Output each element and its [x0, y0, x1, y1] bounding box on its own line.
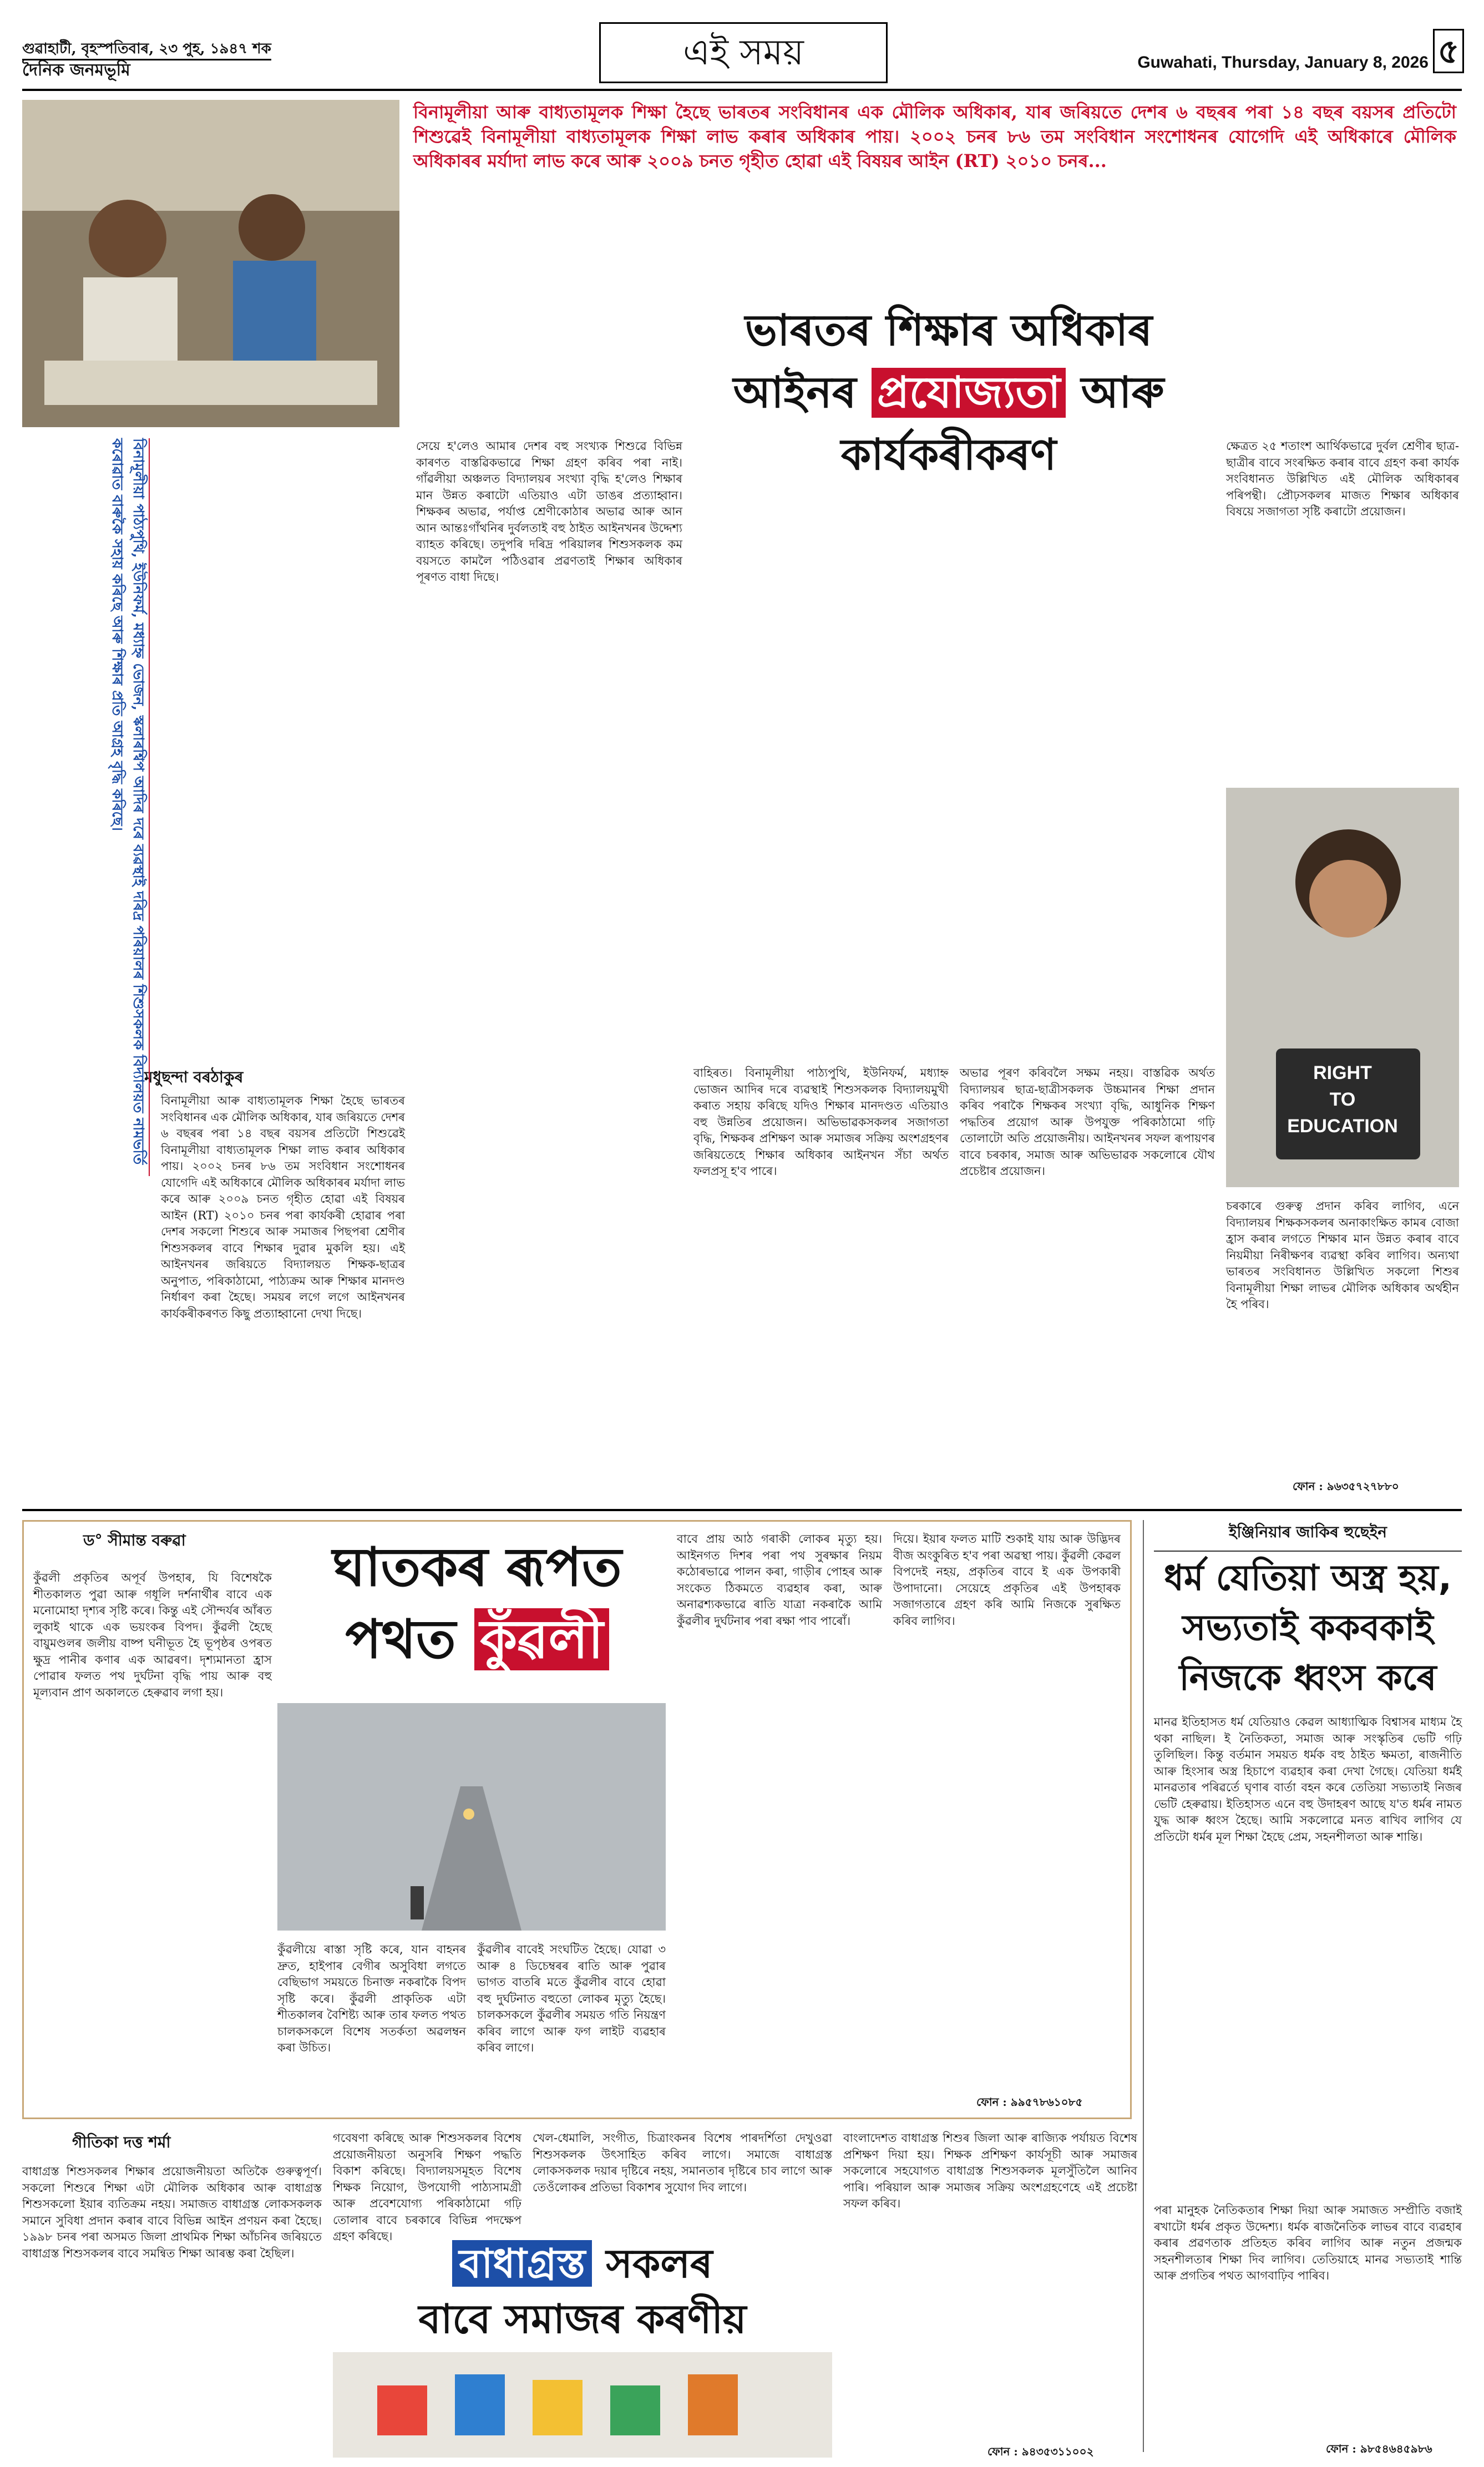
article1-author: মধুছন্দা বৰঠাকুৰ: [144, 1068, 244, 1086]
paper-name: দৈনিক জনমভূমি: [22, 59, 271, 80]
article3-phone: ফোন : ৯৮৫৪৬৪৫৯৮৬: [1326, 2442, 1432, 2455]
article2-author: ড° সীমান্ত বৰুৱা: [83, 1531, 186, 1549]
article4-col1: বাধাগ্ৰস্ত শিশুসকলৰ শিক্ষাৰ প্ৰয়োজনীয়তা অতিকৈ গুৰুত্বপূৰ্ণ। সকলো শিশুৰে শিক্ষা এটা মৌলিক অধিকাৰ আৰু বাধাগ্ৰস্ত শিশুসকলো ইয়াৰ ব্যতিক্ৰম নহয়। সমাজত বাধাগ্ৰস্ত লোকসকলক সমানে সুবিধা প্ৰদান কৰাৰ বাবে বিভিন্ন আইন প্ৰণয়ন কৰা হৈছে। ১৯৯৮ চনৰ পৰা অসমত জিলা প্ৰাথমিক শিক্ষা আঁচনিৰ জৰিয়তে বাধাগ্ৰস্ত শিশুসকলৰ বাবে সমন্বিত শিক্ষা আৰম্ভ কৰা হৈছিল।: [22, 2165, 322, 2260]
article1-col3: বাহিৰত। বিনামূলীয়া পাঠ্যপুথি, ইউনিফৰ্ম, মধ্যাহ্ন ভোজন আদিৰ দৰে ব্যৱস্থাই শিশুসকলক বিদ্যালয়মুখী কৰাত সহায় কৰিছে যদিও শিক্ষাৰ মানদণ্ডত এতিয়াও বহু উন্নতিৰ প্ৰয়োজন। অভিভাৱকসকলৰ সজাগতা বৃদ্ধি, শিক্ষকৰ প্ৰশিক্ষণ আৰু সমাজৰ সক্ৰিয় অংশগ্ৰহণৰ জৰিয়তেহে শিক্ষাৰ অধিকাৰ আইনখন সঁচা অৰ্থত ফলপ্ৰসূ হ'ব পাৰে।: [693, 1066, 949, 1178]
article3-headline-line3: নিজকে ধ্বংস কৰে: [1179, 1658, 1437, 1699]
article1-headline-line3: কাৰ্যকৰীকৰণ: [840, 430, 1057, 480]
rte-line1: RIGHT: [1313, 1062, 1372, 1083]
article4-phone: ফোন : ৯৪৩৫৩১১০০২: [987, 2445, 1094, 2458]
article4-col3: খেল-ধেমালি, সংগীত, চিত্ৰাংকনৰ বিশেষ পাৰদৰ্শিতা দেখুওৱা শিশুসকলক উৎসাহিত কৰিব লাগে। সমাজে বাধাগ্ৰস্ত লোকসকলক দয়াৰ দৃষ্টিৰে নহয়, সমানতাৰ দৃষ্টিৰে চাব লাগে আৰু তেওঁলোকৰ প্ৰতিভা বিকাশৰ সুযোগ দিব লাগে।: [533, 2131, 832, 2194]
article1-phone: ফোন : ৯৬৩৫৭২৭৮৮০: [1293, 1480, 1399, 1493]
article1-headline-word2: আৰু: [1081, 368, 1164, 418]
article1-headline-word: আইনৰ: [733, 368, 857, 418]
page-number: ৫: [1433, 29, 1464, 73]
article2-col4: বাবে প্ৰায় আঠ গৰাকী লোকৰ মৃত্যু হয়। আইনগত দিশৰ পৰা পথ সুৰক্ষাৰ নিয়ম কঠোৰভাৱে পালন কৰা, গাড়ীৰ পোহৰ আৰু সংকেত ঠিকমতে ব্যৱহাৰ কৰা, আৰু অনাৱশ্যকভাৱে ৰাতি যাত্ৰা নকৰাকৈ আমি কুঁৱলীৰ দুৰ্ঘটনাৰ পৰা ৰক্ষা পাব পাৰোঁ।: [677, 1532, 882, 1628]
article4-headline: [333, 2236, 832, 2347]
fog-road-photo: [277, 1703, 666, 1931]
article3-col2: পৰা মানুহক নৈতিকতাৰ শিক্ষা দিয়া আৰু সমাজত সম্প্ৰীতি বজাই ৰখাটো ধৰ্মৰ প্ৰকৃত উদ্দেশ্য। ধৰ্মক ৰাজনৈতিক লাভৰ বাবে ব্যৱহাৰ কৰাৰ প্ৰৱণতাক প্ৰতিহত কৰিব লাগিব আৰু নতুন প্ৰজন্মক সহনশীলতাৰ শিক্ষা দিব লাগিব। তেতিয়াহে মানৱ সভ্যতাই শান্তি আৰু প্ৰগতিৰ পথত আগবাঢ়িব পাৰিব।: [1154, 2203, 1462, 2282]
article3-headline-line2: সভ্যতাই ককবকাই: [1182, 1608, 1434, 1649]
article1-intro-text: বিনামূলীয়া আৰু বাধ্যতামূলক শিক্ষা হৈছে ভাৰতৰ সংবিধানৰ এক মৌলিক অধিকাৰ, যাৰ জৰিয়তে দেশৰ ৬ বছৰৰ পৰা ১৪ বছৰ বয়সৰ প্ৰতিটো শিশুৱেই বিনামূলীয়া বাধ্যতামূলক শিক্ষা লাভ কৰাৰ অধিকাৰ পায়। ২০০২ চনৰ ৮৬ তম সংবিধান সংশোধনৰ যোগেদি এই অধিকাৰে মৌলিক অধিকাৰৰ মৰ্যাদা লাভ কৰে আৰু ২০০৯ চনত গৃহীত হোৱা এই বিষয়ৰ আইন (RT) ২০১০ চনৰ...: [413, 102, 1456, 171]
article1-headline-line1: ভাৰতৰ শিক্ষাৰ অধিকাৰ: [744, 306, 1153, 356]
article3-author: ইঞ্জিনিয়াৰ জাকিৰ হুছেইন: [1154, 1520, 1462, 1552]
header-left: [22, 39, 271, 80]
article4-headline-highlight: বাধাগ্ৰস্ত: [452, 2240, 592, 2287]
header-rule: [22, 89, 1462, 91]
article1-intro: [413, 100, 1456, 173]
article1-side-quote: বিনামূলীয়া পাঠ্যপুথি, ইউনিফৰ্ম, মধ্যাহ্ন ভোজন, স্কলাৰশ্বিপ আদিৰ দৰে ব্যৱস্থাই দৰিদ্ৰ পৰিয়ালৰ শিশুসকলক বিদ্যালয়ত নামভৰ্তি কৰোৱাত বাৰুকৈ সহায় কৰিছে আৰু শিক্ষাৰ প্ৰতি আগ্ৰহ বৃদ্ধি কৰিছে।: [22, 438, 150, 1176]
article2-headline-line1: ঘাতকৰ ৰূপত: [332, 1536, 622, 1598]
article2-headline-highlight: কুঁৱলী: [474, 1608, 609, 1670]
article3-headline-line1: ধৰ্ম যেতিয়া অস্ত্ৰ হয়,: [1164, 1558, 1452, 1599]
column-divider: [1143, 1520, 1144, 2452]
article1-headline-highlight: প্ৰযোজ্যতা: [872, 368, 1066, 418]
article2-headline-line2: [288, 1603, 666, 1675]
puzzle-illustration: [333, 2352, 832, 2458]
rte-slate-text: [1276, 1060, 1409, 1139]
article4-headline-line1: [333, 2236, 832, 2291]
article2-headline: [288, 1531, 666, 1675]
children-classroom-photo: [22, 100, 399, 427]
article2-col2: কুঁৱলীয়ে ৰাস্তা সৃষ্টি কৰে, যান বাহনৰ দ্ৰুত, হাইপাৰ বেগীৰ অসুবিধা লগতে বেছিভাগ সময়তে চিনাক্ত নকৰাকৈ বিপদ সৃষ্টি কৰে। কুঁৱলী প্ৰাকৃতিক এটা শীতকালৰ বৈশিষ্ট্য আৰু তাৰ ফলত পথত চালকসকলে বিশেষ সতৰ্কতা অৱলম্বন কৰা উচিত।: [277, 1943, 466, 2054]
header-date-english: Guwahati, Thursday, January 8, 2026: [1137, 53, 1429, 72]
article4-col4: বাংলাদেশত বাধাগ্ৰস্ত শিশুৰ জিলা আৰু ৰাজ্যিক পৰ্যায়ত বিশেষ প্ৰশিক্ষণ দিয়া হয়। শিক্ষক প্ৰশিক্ষণ কাৰ্যসূচী আৰু সমাজৰ সকলোৰে সহযোগত বাধাগ্ৰস্ত শিশুসকলক মূলসুঁতিলৈ আনিব পাৰি। পৰিয়াল আৰু সমাজৰ সক্ৰিয় অংশগ্ৰহণেহে এই প্ৰচেষ্টা সফল কৰিব।: [843, 2131, 1137, 2210]
article2-col3: কুঁৱলীৰ বাবেই সংঘটিত হৈছে। যোৱা ৩ আৰু ৪ ডিচেম্বৰৰ ৰাতি আৰু পুৱাৰ ভাগত বাতৰি মতে কুঁৱলীৰ বাবে হোৱা বহু দুৰ্ঘটনাত বহুতো লোকৰ মৃত্যু হৈছে। চালকসকলে কুঁৱলীৰ সময়ত গতি নিয়ন্ত্ৰণ কৰিব লাগে আৰু ফগ লাইট ব্যৱহাৰ কৰিব লাগে।: [477, 1943, 666, 2054]
mid-rule: [22, 1509, 1462, 1511]
header-date: গুৱাহাটী, বৃহস্পতিবাৰ, ২৩ পুহ, ১৯৪৭ শক: [22, 40, 271, 57]
article1-col2: সেয়ে হ'লেও আমাৰ দেশৰ বহু সংখ্যক শিশুৱে বিভিন্ন কাৰণত বাস্তৱিকভাৱে শিক্ষা গ্ৰহণ কৰিব পৰা নাই। গাঁৱলীয়া অঞ্চলত বিদ্যালয়ৰ সংখ্যা বৃদ্ধি হ'লেও শিক্ষাৰ মান উন্নত কৰাটো এতিয়াও এটা ডাঙৰ প্ৰত্যাহ্বান। শিক্ষকৰ অভাৱ, পৰ্যাপ্ত শ্ৰেণীকোঠাৰ অভাৱ আৰু আন আন আন্তঃগাঁথনিৰ দুৰ্বলতাই বহু ঠাইত আইনখনৰ উদ্দেশ্য ব্যাহত কৰিছে। তদুপৰি দৰিদ্ৰ পৰিয়ালৰ শিশুসকলক কম বয়সতে কামলৈ পঠিওৱাৰ প্ৰৱণতাই শিক্ষাৰ অধিকাৰ পূৰণত বাধা দিছে।: [416, 439, 682, 584]
article2-phone: ফোন : ৯৯৫৭৮৬১০৮৫: [976, 2095, 1083, 2109]
section-title: এই সময়: [599, 22, 888, 83]
article1-col1: বিনামূলীয়া আৰু বাধ্যতামূলক শিক্ষা হৈছে ভাৰতৰ সংবিধানৰ এক মৌলিক অধিকাৰ, যাৰ জৰিয়তে দেশৰ ৬ বছৰৰ পৰা ১৪ বছৰ বয়সৰ প্ৰতিটো শিশুৱেই বিনামূলীয়া বাধ্যতামূলক শিক্ষা লাভ কৰাৰ অধিকাৰ পায়। ২০০২ চনৰ ৮৬ তম সংবিধান সংশোধনৰ যোগেদি এই অধিকাৰে মৌলিক অধিকাৰৰ মৰ্যাদা লাভ কৰে আৰু ২০০৯ চনত গৃহীত হোৱা এই বিষয়ৰ আইন (RT) ২০১০ চনৰ পৰা কাৰ্যকৰী হোৱাৰ পৰা দেশৰ সকলো শিশুৰে আৰু সমাজৰ পিছপৰা শ্ৰেণীৰ শিশুসকলৰ বাবে শিক্ষাৰ দুৱাৰ মুকলি হয়। এই আইনখনৰ জৰিয়তে বিদ্যালয়ত শিক্ষক-ছাত্ৰৰ অনুপাত, পৰিকাঠামো, পাঠ্যক্ৰম আৰু শিক্ষাৰ মানদণ্ড নিৰ্ধাৰণ কৰা হৈছে। সময়ৰ লগে লগে আইনখনৰ কাৰ্যকৰীকৰণত কিছু প্ৰত্যাহ্বানো দেখা দিছে।: [161, 1094, 405, 1320]
article1-headline: [688, 300, 1209, 486]
fog-illustration: [277, 1703, 666, 1931]
photo-illustration: [22, 100, 399, 427]
article2-col1: কুঁৱলী প্ৰকৃতিৰ অপূৰ্ব উপহাৰ, যি বিশেষকৈ শীতকালত পুৱা আৰু গধূলি দৰ্শনাৰ্থীৰ বাবে এক মনোমোহা দৃশ্যৰ সৃষ্টি কৰে। কিন্তু এই সৌন্দৰ্যৰ আঁৰত লুকাই থাকে এক ভয়ংকৰ বিপদ। কুঁৱলী হৈছে বায়ুমণ্ডলৰ জলীয় বাষ্প ঘনীভূত হৈ ভূপৃষ্ঠৰ ওপৰত ক্ষুদ্ৰ পানীৰ কণাৰ এক আৱৰণ। দৃশ্যমানতা হ্ৰাস পোৱাৰ ফলত পথ দুৰ্ঘটনা বৃদ্ধি পায় আৰু বহু মূল্যবান প্ৰাণ অকালতে হেৰুৱাব লগা হয়।: [33, 1571, 272, 1699]
article4-author: গীতিকা দত্ত শৰ্মা: [72, 2133, 171, 2151]
article3-headline: [1148, 1553, 1467, 1703]
article4-col2: গবেষণা কৰিছে আৰু শিশুসকলৰ বিশেষ প্ৰয়োজনীয়তা অনুসৰি শিক্ষণ পদ্ধতি বিকাশ কৰিছে। বিদ্যালয়সমূহত বিশেষ শিক্ষক নিয়োগ, উপযোগী পাঠ্যসামগ্ৰী আৰু প্ৰবেশযোগ্য পৰিকাঠামো গঢ়ি তোলাৰ বাবে চৰকাৰে বিভিন্ন পদক্ষেপ গ্ৰহণ কৰিছে।: [333, 2131, 521, 2243]
rte-line3: EDUCATION: [1287, 1116, 1398, 1137]
puzzle-figures-photo: [333, 2352, 832, 2458]
article2-col5: দিয়ে। ইয়াৰ ফলত মাটি শুকাই যায় আৰু উদ্ভিদৰ বীজ অংকুৰিত হ'ব পৰা অৱস্থা পায়। কুঁৱলী কেৱল বিপদেই নহয়, প্ৰকৃতিৰ বাবে ই এক উপকাৰী উপাদানো। সেয়েহে প্ৰকৃতিৰ এই উপহাৰক সজাগতাৰে গ্ৰহণ কৰি আমি নিজকে সুৰক্ষিত কৰিব লাগিব।: [893, 1532, 1121, 1628]
article4-headline-line2: বাবে সমাজৰ কৰণীয়: [418, 2296, 747, 2342]
article1-col5b: চৰকাৰে গুৰুত্ব প্ৰদান কৰিব লাগিব, এনে বিদ্যালয়ৰ শিক্ষকসকলৰ অনাকাংক্ষিত কামৰ বোজা হ্ৰাস কৰাৰ লগতে শিক্ষাৰ মান উন্নত কৰাৰ বাবে নিয়মীয়া নিৰীক্ষণৰ ব্যৱস্থা কৰিব লাগিব। অন্যথা ভাৰতৰ সংবিধানত উল্লিখিত সকলো শিশুৰ বিনামূলীয়া শিক্ষা লাভৰ মৌলিক অধিকাৰ অৰ্থহীন হৈ পৰিব।: [1226, 1199, 1459, 1311]
article1-col5: ক্ষেত্ৰত ২৫ শতাংশ আৰ্থিকভাৱে দুৰ্বল শ্ৰেণীৰ ছাত্ৰ-ছাত্ৰীৰ বাবে সংৰক্ষিত কৰাৰ বাবে গ্ৰহণ কৰা কাৰ্যক সংবিধানত উল্লিখিত এই মৌলিক অধিকাৰৰ পৰিপন্থী। প্ৰৌঢ়সকলৰ মাজত শিক্ষাৰ অধিকাৰ বিষয়ে সজাগতা সৃষ্টি কৰাটো প্ৰয়োজন।: [1226, 439, 1459, 518]
article1-col4: অভাৱ পূৰণ কৰিবলৈ সক্ষম নহয়। বাস্তৱিক অৰ্থত বিদ্যালয়ৰ ছাত্ৰ-ছাত্ৰীসকলক উচ্চমানৰ শিক্ষা প্ৰদান কৰিব পৰাকৈ শিক্ষকৰ সংখ্যা বৃদ্ধি, আধুনিক শিক্ষণ পদ্ধতিৰ প্ৰয়োগ আৰু উপযুক্ত পৰিকাঠামো গঢ়ি তোলাটো অতি প্ৰয়োজনীয়। আইনখনৰ সফল ৰূপায়ণৰ বাবে চৰকাৰ, সমাজ আৰু অভিভাৱক সকলোৰে যৌথ প্ৰচেষ্টাৰ প্ৰয়োজন।: [960, 1066, 1215, 1178]
article4-headline-word: সকলৰ: [606, 2240, 713, 2287]
article3-col1: মানৱ ইতিহাসত ধৰ্ম যেতিয়াও কেৱল আধ্যাত্মিক বিশ্বাসৰ মাধ্যম হৈ থকা নাছিল। ই নৈতিকতা, সমাজ আৰু সংস্কৃতিৰ ভেটি গঢ়ি তুলিছিল। কিন্তু বৰ্তমান সময়ত ধৰ্মক বহু ঠাইত ক্ষমতা, ৰাজনীতি আৰু হিংসাৰ অস্ত্ৰ হিচাপে ব্যৱহাৰ কৰা দেখা গৈছে। যেতিয়া ধৰ্মই মানৱতাৰ পৰিৱৰ্তে ঘৃণাৰ বাৰ্তা বহন কৰে তেতিয়া সভ্যতাই নিজৰ ভেটি হেৰুৱায়। ইতিহাসত এনে বহু উদাহৰণ আছে য'ত ধৰ্মৰ নামত যুদ্ধ আৰু ধ্বংস হৈছে। আমি সকলোৱে মনত ৰাখিব লাগিব যে প্ৰতিটো ধৰ্মৰ মূল শিক্ষা হৈছে প্ৰেম, সহনশীলতা আৰু শান্তি।: [1154, 1715, 1462, 1843]
rte-line2: TO: [1329, 1089, 1356, 1110]
article2-headline-word: পথত: [345, 1608, 456, 1670]
article1-headline-line2: [688, 362, 1209, 424]
